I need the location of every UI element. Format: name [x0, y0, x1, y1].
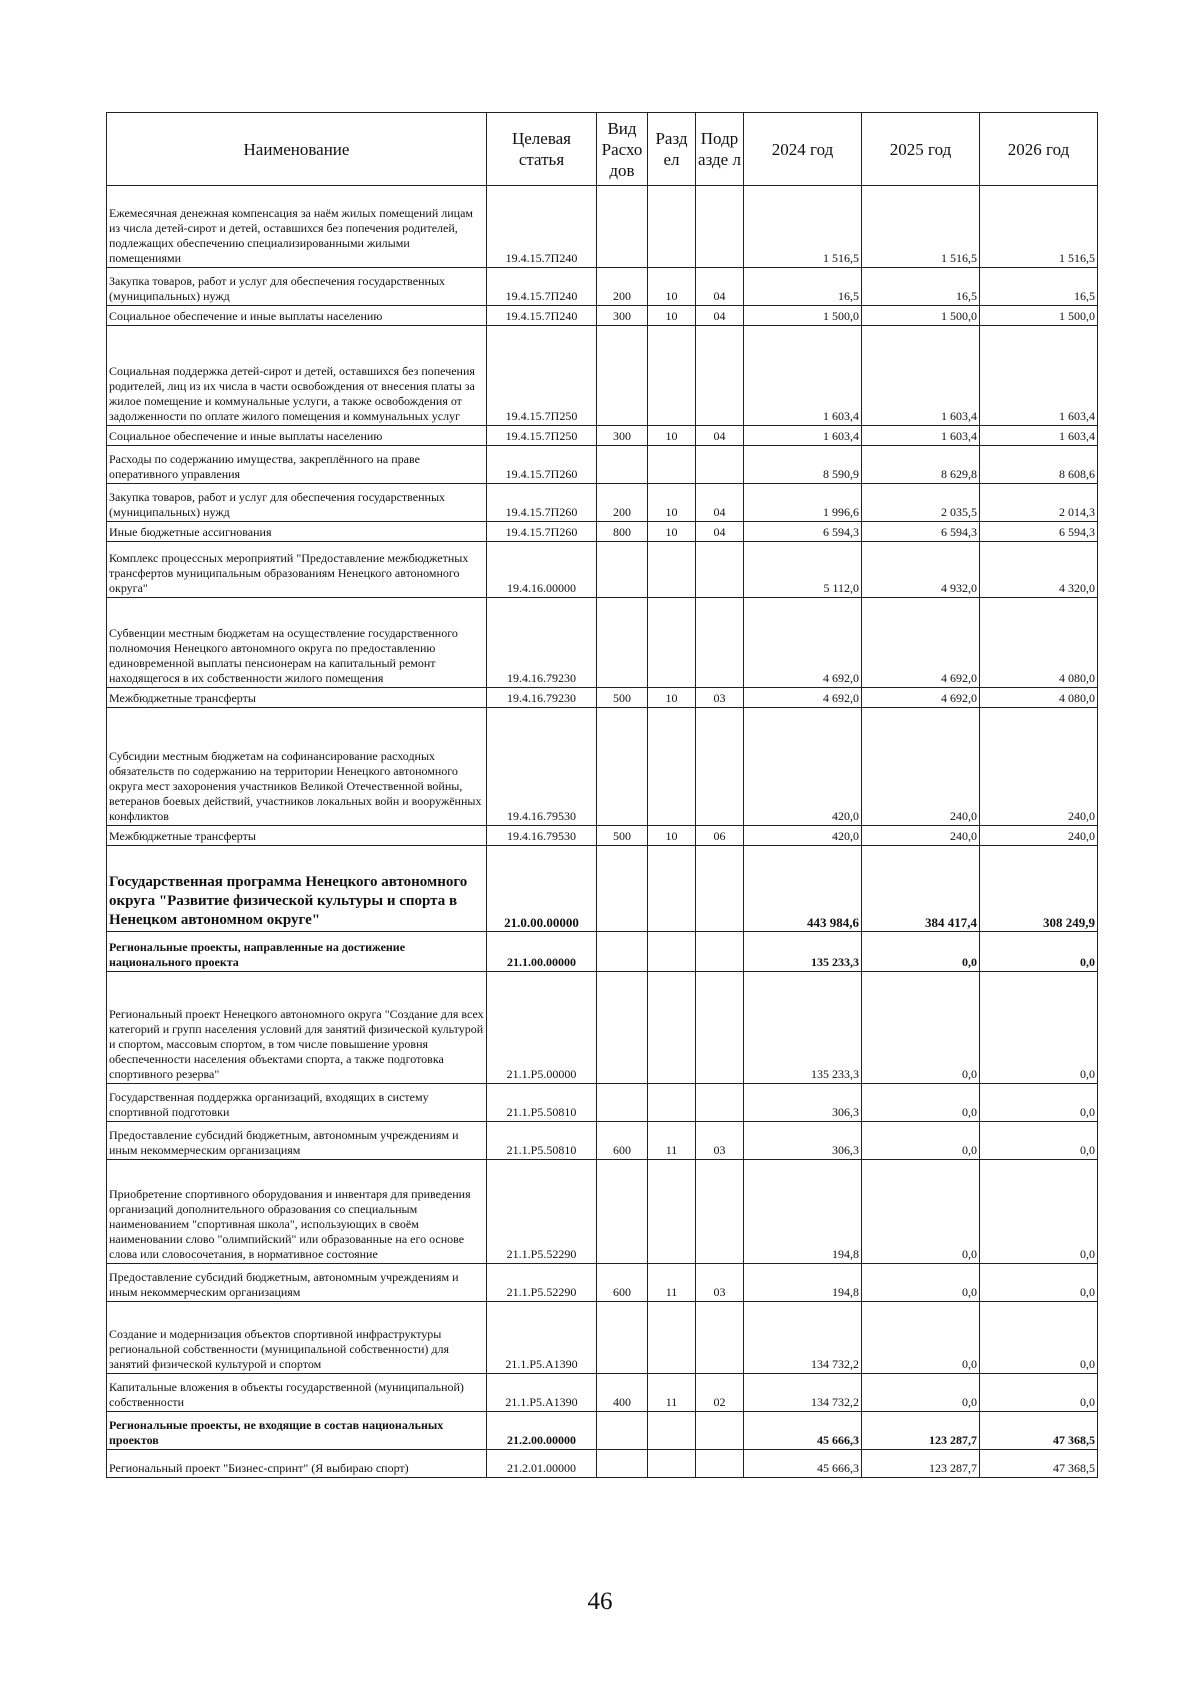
- cell-article: 19.4.15.7П260: [487, 522, 597, 542]
- budget-table: [106, 112, 1098, 1478]
- cell-2026: 16,5: [980, 268, 1098, 306]
- cell-expense-type: 300: [597, 426, 648, 446]
- cell-subsection: [696, 708, 744, 826]
- cell-2024: 420,0: [744, 708, 862, 826]
- cell-2025: 0,0: [862, 972, 980, 1084]
- cell-2026: 0,0: [980, 932, 1098, 972]
- cell-2024: 4 692,0: [744, 688, 862, 708]
- cell-name: Межбюджетные трансферты: [107, 826, 487, 846]
- cell-article: 21.1.Р5.50810: [487, 1122, 597, 1160]
- table-row: [107, 688, 1098, 708]
- cell-subsection: [696, 1302, 744, 1374]
- cell-article: 19.4.16.79230: [487, 688, 597, 708]
- table-body: [107, 186, 1098, 1478]
- cell-name: Иные бюджетные ассигнования: [107, 522, 487, 542]
- table-row: [107, 542, 1098, 598]
- cell-section: [648, 598, 696, 688]
- cell-2025: 0,0: [862, 932, 980, 972]
- cell-name: Региональный проект "Бизнес-спринт" (Я выбираю спорт): [107, 1450, 487, 1478]
- cell-expense-type: [597, 598, 648, 688]
- table-row: [107, 826, 1098, 846]
- cell-2026: 47 368,5: [980, 1450, 1098, 1478]
- cell-article: 21.0.00.00000: [487, 846, 597, 932]
- cell-2025: 4 692,0: [862, 688, 980, 708]
- cell-2024: 16,5: [744, 268, 862, 306]
- cell-name: Капитальные вложения в объекты государственной (муниципальной) собственности: [107, 1374, 487, 1412]
- cell-expense-type: [597, 446, 648, 484]
- cell-name: Приобретение спортивного оборудования и инвентаря для приведения организаций дополнительного образования со специальным наименованием "спортивная школа", использующих в своём наименовании слово "олимпийский" или образованные на его основе слова или словосочетания, в нормативное состояние: [107, 1160, 487, 1264]
- cell-subsection: [696, 972, 744, 1084]
- cell-section: [648, 1084, 696, 1122]
- cell-name: Региональный проект Ненецкого автономного округа "Создание для всех категорий и групп населения условий для занятий физической культурой и спортом, массовым спортом, в том числе повышение уровня обеспеченности населения объектами спорта, а также подготовка спортивного резерва": [107, 972, 487, 1084]
- cell-2025: 0,0: [862, 1264, 980, 1302]
- cell-2025: 1 500,0: [862, 306, 980, 326]
- cell-expense-type: [597, 1084, 648, 1122]
- cell-2025: 1 603,4: [862, 326, 980, 426]
- header-2025: 2025 год: [862, 113, 980, 186]
- table-row: [107, 186, 1098, 268]
- cell-name: Комплекс процессных мероприятий "Предоставление межбюджетных трансфертов муниципальным образованиям Ненецкого автономного округа": [107, 542, 487, 598]
- cell-subsection: [696, 846, 744, 932]
- cell-expense-type: [597, 932, 648, 972]
- table-row: [107, 446, 1098, 484]
- cell-2026: 308 249,9: [980, 846, 1098, 932]
- cell-article: 19.4.15.7П260: [487, 484, 597, 522]
- cell-section: [648, 542, 696, 598]
- cell-section: [648, 1412, 696, 1450]
- cell-2025: 0,0: [862, 1160, 980, 1264]
- cell-expense-type: [597, 326, 648, 426]
- cell-subsection: [696, 326, 744, 426]
- cell-expense-type: 800: [597, 522, 648, 542]
- cell-2025: 240,0: [862, 826, 980, 846]
- cell-2026: 4 320,0: [980, 542, 1098, 598]
- cell-2026: 240,0: [980, 708, 1098, 826]
- cell-article: 21.1.Р5.А1390: [487, 1302, 597, 1374]
- cell-2026: 2 014,3: [980, 484, 1098, 522]
- table-row: [107, 932, 1098, 972]
- table-row: [107, 306, 1098, 326]
- cell-name: Региональные проекты, направленные на достижение национального проекта: [107, 932, 487, 972]
- cell-2026: 1 516,5: [980, 186, 1098, 268]
- cell-section: [648, 326, 696, 426]
- cell-2025: 0,0: [862, 1084, 980, 1122]
- cell-section: 10: [648, 268, 696, 306]
- cell-expense-type: [597, 708, 648, 826]
- cell-2024: 8 590,9: [744, 446, 862, 484]
- cell-expense-type: 500: [597, 826, 648, 846]
- cell-expense-type: [597, 1412, 648, 1450]
- cell-2026: 0,0: [980, 1160, 1098, 1264]
- table-row: [107, 1450, 1098, 1478]
- cell-2024: 45 666,3: [744, 1450, 862, 1478]
- cell-subsection: [696, 932, 744, 972]
- cell-2024: 194,8: [744, 1264, 862, 1302]
- cell-2025: 0,0: [862, 1122, 980, 1160]
- cell-2024: 134 732,2: [744, 1302, 862, 1374]
- header-2026: 2026 год: [980, 113, 1098, 186]
- cell-section: 11: [648, 1122, 696, 1160]
- cell-subsection: 04: [696, 484, 744, 522]
- cell-section: [648, 932, 696, 972]
- header-subsection: Подр азде л: [696, 113, 744, 186]
- cell-section: 11: [648, 1264, 696, 1302]
- table-row: [107, 484, 1098, 522]
- cell-article: 21.1.Р5.А1390: [487, 1374, 597, 1412]
- cell-name: Закупка товаров, работ и услуг для обеспечения государственных (муниципальных) нужд: [107, 484, 487, 522]
- cell-subsection: [696, 1450, 744, 1478]
- cell-name: Региональные проекты, не входящие в состав национальных проектов: [107, 1412, 487, 1450]
- cell-2024: 1 516,5: [744, 186, 862, 268]
- table-row: [107, 1374, 1098, 1412]
- cell-subsection: [696, 1160, 744, 1264]
- cell-name: Межбюджетные трансферты: [107, 688, 487, 708]
- cell-article: 21.1.Р5.00000: [487, 972, 597, 1084]
- cell-2024: 5 112,0: [744, 542, 862, 598]
- cell-2025: 240,0: [862, 708, 980, 826]
- cell-section: 10: [648, 688, 696, 708]
- cell-expense-type: 500: [597, 688, 648, 708]
- cell-name: Предоставление субсидий бюджетным, автономным учреждениям и иным некоммерческим организациям: [107, 1122, 487, 1160]
- cell-2025: 16,5: [862, 268, 980, 306]
- cell-2024: 134 732,2: [744, 1374, 862, 1412]
- table-row: [107, 268, 1098, 306]
- cell-article: 21.1.00.00000: [487, 932, 597, 972]
- cell-article: 19.4.15.7П250: [487, 326, 597, 426]
- table-row: [107, 972, 1098, 1084]
- cell-2026: 0,0: [980, 1264, 1098, 1302]
- table-row: [107, 598, 1098, 688]
- table-row: [107, 1264, 1098, 1302]
- cell-section: 11: [648, 1374, 696, 1412]
- cell-article: 19.4.15.7П240: [487, 306, 597, 326]
- cell-2025: 4 692,0: [862, 598, 980, 688]
- header-row: [107, 113, 1098, 186]
- cell-name: Закупка товаров, работ и услуг для обеспечения государственных (муниципальных) нужд: [107, 268, 487, 306]
- table-row: [107, 708, 1098, 826]
- cell-section: 10: [648, 484, 696, 522]
- cell-name: Государственная программа Ненецкого автономного округа "Развитие физической культуры и спорта в Ненецком автономном округе": [107, 846, 487, 932]
- cell-2025: 123 287,7: [862, 1450, 980, 1478]
- cell-2024: 6 594,3: [744, 522, 862, 542]
- table-row: [107, 522, 1098, 542]
- cell-2026: 8 608,6: [980, 446, 1098, 484]
- cell-2025: 0,0: [862, 1302, 980, 1374]
- cell-article: 19.4.15.7П250: [487, 426, 597, 446]
- cell-2026: 6 594,3: [980, 522, 1098, 542]
- cell-2024: 420,0: [744, 826, 862, 846]
- cell-expense-type: [597, 1302, 648, 1374]
- cell-subsection: [696, 598, 744, 688]
- cell-article: 21.1.Р5.50810: [487, 1084, 597, 1122]
- cell-section: [648, 1160, 696, 1264]
- cell-expense-type: [597, 1160, 648, 1264]
- cell-2025: 2 035,5: [862, 484, 980, 522]
- cell-name: Создание и модернизация объектов спортивной инфраструктуры региональной собственности (муниципальной собственности) для занятий физической культурой и спортом: [107, 1302, 487, 1374]
- cell-2024: 1 500,0: [744, 306, 862, 326]
- cell-2024: 1 996,6: [744, 484, 862, 522]
- table-row: [107, 1412, 1098, 1450]
- cell-2026: 0,0: [980, 1122, 1098, 1160]
- cell-2024: 194,8: [744, 1160, 862, 1264]
- cell-expense-type: 600: [597, 1122, 648, 1160]
- cell-article: 21.1.Р5.52290: [487, 1160, 597, 1264]
- cell-2024: 45 666,3: [744, 1412, 862, 1450]
- cell-section: [648, 708, 696, 826]
- cell-2026: 47 368,5: [980, 1412, 1098, 1450]
- cell-subsection: [696, 446, 744, 484]
- cell-expense-type: 200: [597, 268, 648, 306]
- cell-name: Государственная поддержка организаций, входящих в систему спортивной подготовки: [107, 1084, 487, 1122]
- cell-2026: 4 080,0: [980, 688, 1098, 708]
- cell-article: 19.4.16.79530: [487, 826, 597, 846]
- header-2024: 2024 год: [744, 113, 862, 186]
- header-name: Наименование: [107, 113, 487, 186]
- cell-expense-type: [597, 972, 648, 1084]
- cell-section: 10: [648, 522, 696, 542]
- cell-2026: 0,0: [980, 1302, 1098, 1374]
- cell-2025: 6 594,3: [862, 522, 980, 542]
- cell-article: 19.4.15.7П240: [487, 186, 597, 268]
- cell-2024: 443 984,6: [744, 846, 862, 932]
- cell-2024: 135 233,3: [744, 972, 862, 1084]
- cell-section: 10: [648, 426, 696, 446]
- cell-expense-type: 200: [597, 484, 648, 522]
- cell-2025: 4 932,0: [862, 542, 980, 598]
- cell-article: 19.4.15.7П240: [487, 268, 597, 306]
- cell-article: 19.4.16.00000: [487, 542, 597, 598]
- table-row: [107, 1302, 1098, 1374]
- cell-section: [648, 846, 696, 932]
- cell-section: [648, 446, 696, 484]
- cell-section: [648, 1302, 696, 1374]
- cell-2025: 1 603,4: [862, 426, 980, 446]
- cell-expense-type: [597, 186, 648, 268]
- cell-name: Субсидии местным бюджетам на софинансирование расходных обязательств по содержанию на территории Ненецкого автономного округа мест захоронения участников Великой Отечественной войны, ветеранов боевых действий, участников локальных войн и вооружённых конфликтов: [107, 708, 487, 826]
- header-article: Целевая статья: [487, 113, 597, 186]
- table-row: [107, 1160, 1098, 1264]
- cell-name: Социальная поддержка детей-сирот и детей, оставшихся без попечения родителей, лиц из их числа в части освобождения от внесения платы за жилое помещение и коммунальные услуги, а также освобождения от задолженности по оплате жилого помещения и коммунальных услуг: [107, 326, 487, 426]
- cell-section: [648, 1450, 696, 1478]
- cell-expense-type: [597, 542, 648, 598]
- cell-2026: 0,0: [980, 1084, 1098, 1122]
- cell-2024: 306,3: [744, 1122, 862, 1160]
- cell-2026: 1 603,4: [980, 426, 1098, 446]
- cell-article: 21.2.00.00000: [487, 1412, 597, 1450]
- cell-subsection: [696, 1084, 744, 1122]
- cell-name: Социальное обеспечение и иные выплаты населению: [107, 426, 487, 446]
- cell-subsection: [696, 1412, 744, 1450]
- page-number: 46: [587, 1588, 613, 1615]
- cell-2026: 240,0: [980, 826, 1098, 846]
- cell-2025: 1 516,5: [862, 186, 980, 268]
- cell-expense-type: [597, 1450, 648, 1478]
- cell-2025: 8 629,8: [862, 446, 980, 484]
- cell-2024: 1 603,4: [744, 426, 862, 446]
- cell-2026: 0,0: [980, 1374, 1098, 1412]
- cell-2026: 4 080,0: [980, 598, 1098, 688]
- cell-section: 10: [648, 826, 696, 846]
- cell-2026: 1 500,0: [980, 306, 1098, 326]
- table-row: [107, 326, 1098, 426]
- cell-subsection: [696, 186, 744, 268]
- table-row: [107, 846, 1098, 932]
- cell-2025: 0,0: [862, 1374, 980, 1412]
- cell-2024: 4 692,0: [744, 598, 862, 688]
- cell-subsection: 02: [696, 1374, 744, 1412]
- cell-2025: 384 417,4: [862, 846, 980, 932]
- header-section: Разд ел: [648, 113, 696, 186]
- cell-2024: 1 603,4: [744, 326, 862, 426]
- cell-subsection: 04: [696, 522, 744, 542]
- cell-subsection: 04: [696, 306, 744, 326]
- table-row: [107, 426, 1098, 446]
- cell-name: Ежемесячная денежная компенсация за наём жилых помещений лицам из числа детей-сирот и детей, оставшихся без попечения родителей, подлежащих обеспечению специализированными жилыми помещениями: [107, 186, 487, 268]
- cell-2024: 135 233,3: [744, 932, 862, 972]
- cell-section: [648, 186, 696, 268]
- cell-subsection: 06: [696, 826, 744, 846]
- cell-subsection: 03: [696, 1264, 744, 1302]
- cell-name: Расходы по содержанию имущества, закреплённого на праве оперативного управления: [107, 446, 487, 484]
- cell-name: Предоставление субсидий бюджетным, автономным учреждениям и иным некоммерческим организациям: [107, 1264, 487, 1302]
- cell-article: 21.1.Р5.52290: [487, 1264, 597, 1302]
- cell-subsection: 04: [696, 268, 744, 306]
- cell-2024: 306,3: [744, 1084, 862, 1122]
- cell-2026: 0,0: [980, 972, 1098, 1084]
- cell-article: 21.2.01.00000: [487, 1450, 597, 1478]
- cell-expense-type: [597, 846, 648, 932]
- cell-expense-type: 600: [597, 1264, 648, 1302]
- cell-section: [648, 972, 696, 1084]
- cell-2025: 123 287,7: [862, 1412, 980, 1450]
- cell-section: 10: [648, 306, 696, 326]
- cell-expense-type: 300: [597, 306, 648, 326]
- cell-article: 19.4.15.7П260: [487, 446, 597, 484]
- cell-name: Социальное обеспечение и иные выплаты населению: [107, 306, 487, 326]
- table-row: [107, 1084, 1098, 1122]
- cell-article: 19.4.16.79530: [487, 708, 597, 826]
- table-row: [107, 1122, 1098, 1160]
- cell-subsection: 04: [696, 426, 744, 446]
- cell-2026: 1 603,4: [980, 326, 1098, 426]
- cell-subsection: [696, 542, 744, 598]
- header-expense-type: Вид Расхо дов: [597, 113, 648, 186]
- cell-subsection: 03: [696, 688, 744, 708]
- cell-name: Субвенции местным бюджетам на осуществление государственного полномочия Ненецкого автономного округа по предоставлению единовременной выплаты пенсионерам на капитальный ремонт находящегося в их собственности жилого помещения: [107, 598, 487, 688]
- cell-subsection: 03: [696, 1122, 744, 1160]
- cell-expense-type: 400: [597, 1374, 648, 1412]
- cell-article: 19.4.16.79230: [487, 598, 597, 688]
